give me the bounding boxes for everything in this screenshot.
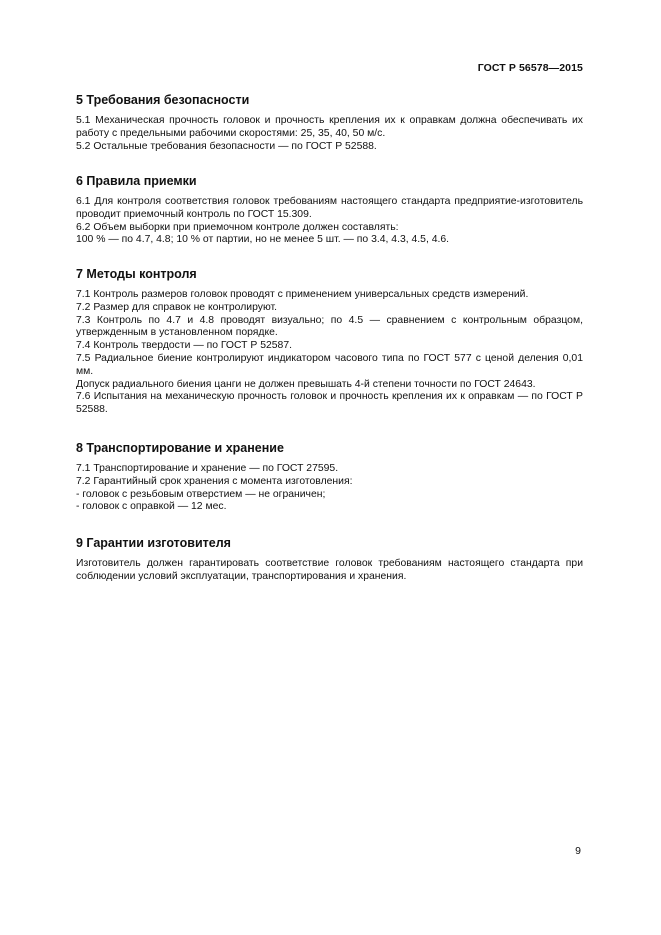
paragraph [76, 289, 583, 302]
section-6 [76, 173, 583, 247]
list-item-text: - головок с резьбовым отверстием — не ограничен; [76, 488, 326, 500]
paragraph [76, 302, 583, 315]
paragraph [76, 222, 583, 235]
paragraph [76, 234, 583, 247]
paragraph-text: 7.2 Гарантийный срок хранения с момента изготовления: [76, 475, 353, 487]
section-8 [76, 440, 583, 514]
section-title: 5 Требования безопасности [76, 93, 250, 107]
paragraph-text: 5.1 Механическая прочность головок и прочность крепления их к оправкам должна обеспечивать их работу с предельными рабочими скоростями: 25, 35, 40, 50 м/с. [76, 115, 583, 139]
paragraph-text: 100 % — по 4.7, 4.8; 10 % от партии, но не менее 5 шт. — по 3.4, 4.3, 4.5, 4.6. [76, 234, 450, 246]
list-item [76, 489, 583, 502]
paragraph [76, 391, 583, 417]
paragraph [76, 115, 583, 141]
list-item [76, 501, 583, 514]
paragraph [76, 558, 583, 584]
page-number: 9 [575, 845, 581, 857]
section-title: 7 Методы контроля [76, 267, 197, 281]
paragraph-text: 6.2 Объем выборки при приемочном контроле должен составлять: [76, 221, 399, 233]
paragraph-text: 7.2 Размер для справок не контролируют. [76, 301, 278, 313]
section-title: 6 Правила приемки [76, 174, 197, 188]
paragraph [76, 476, 583, 489]
paragraph-text: 7.1 Транспортирование и хранение — по ГОСТ 27595. [76, 463, 339, 474]
paragraph-text: 7.1 Контроль размеров головок проводят с применением универсальных средств измерений. [76, 289, 529, 300]
document-id: ГОСТ Р 56578—2015 [477, 62, 583, 74]
paragraph [76, 315, 583, 341]
paragraph-text: 5.2 Остальные требования безопасности — по ГОСТ Р 52588. [76, 140, 377, 152]
paragraph [76, 340, 583, 353]
paragraph-text: Допуск радиального биения цанги не должен превышать 4-й степени точности по ГОСТ 24643. [76, 378, 536, 390]
paragraph-text: 7.6 Испытания на механическую прочность головок и прочность крепления их к оправкам — по ГОСТ Р 52588. [76, 391, 583, 416]
paragraph-text: Изготовитель должен гарантировать соответствие головок требованиям настоящего стандарта при соблюдении условий эксплуатации, транспортирования и хранения. [76, 558, 583, 582]
section-title: 8 Транспортирование и хранение [76, 441, 284, 455]
paragraph [76, 196, 583, 222]
paragraph [76, 379, 583, 392]
paragraph [76, 463, 583, 476]
paragraph [76, 141, 583, 154]
paragraph-text: 7.4 Контроль твердости — по ГОСТ Р 52587. [76, 340, 293, 352]
section-5 [76, 92, 583, 153]
section-title: 9 Гарантии изготовителя [76, 536, 231, 550]
paragraph-text: 7.3 Контроль по 4.7 и 4.8 проводят визуально; по 4.5 — сравнением с контрольным образцом, утвержденным в установленном порядке. [76, 314, 583, 339]
list-item-text: - головок с оправкой — 12 мес. [76, 501, 227, 513]
paragraph-text: 6.1 Для контроля соответствия головок требованиям настоящего стандарта предприятие-изготовитель проводит приемочный контроль по ГОСТ 15.309. [76, 196, 583, 220]
paragraph-text: 7.5 Радиальное биение контролируют индикатором часового типа по ГОСТ 577 с ценой деления 0,01 мм. [76, 352, 583, 377]
section-7 [76, 266, 583, 417]
section-9 [76, 535, 583, 584]
paragraph [76, 353, 583, 379]
